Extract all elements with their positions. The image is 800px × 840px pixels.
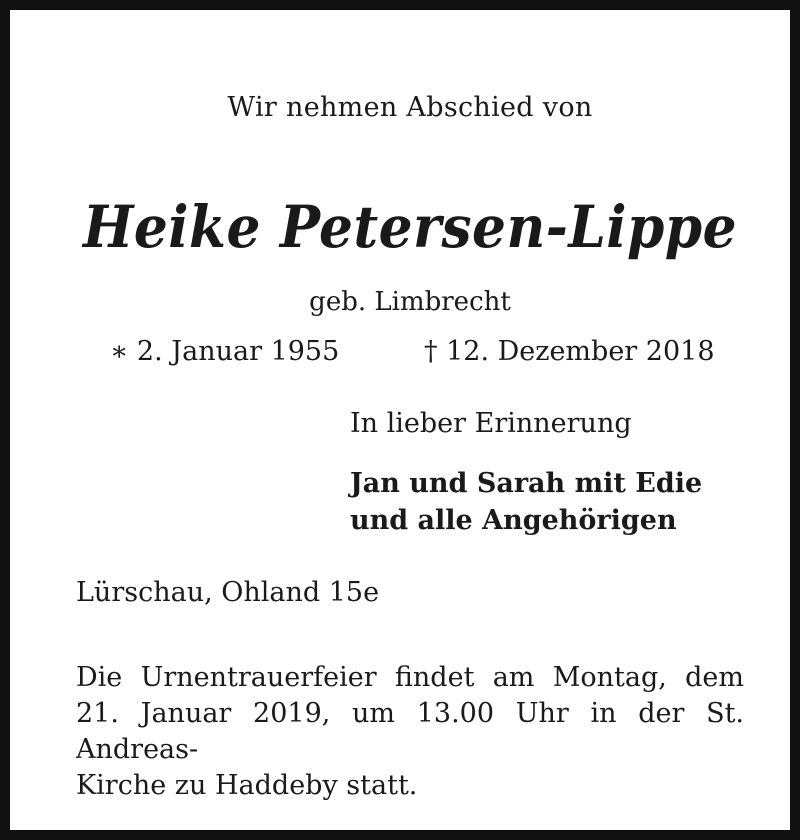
ceremony-line-2: 21. Januar 2019, um 13.00 Uhr in der St. Andreas-	[76, 698, 744, 765]
ceremony-paragraph	[76, 660, 744, 804]
death-date: † 12. Dezember 2018	[424, 336, 715, 367]
memory-text: In lieber Erinnerung	[350, 408, 632, 439]
signers-line-2: und alle Angehörigen	[350, 505, 677, 536]
deceased-name: Heike Petersen-Lippe	[83, 193, 737, 261]
ceremony-line-1: Die Urnentrauerfeier findet am Montag, dem	[76, 662, 744, 693]
signers-block	[350, 465, 702, 539]
birth-date: ∗ 2. Januar 1955	[110, 336, 340, 367]
maiden-name: geb. Limbrecht	[309, 287, 511, 317]
ceremony-line-3: Kirche zu Haddeby statt.	[76, 770, 418, 801]
signers-line-1: Jan und Sarah mit Edie	[350, 468, 703, 499]
address-text: Lürschau, Ohland 15e	[76, 577, 380, 608]
intro-text: Wir nehmen Abschied von	[227, 92, 593, 123]
